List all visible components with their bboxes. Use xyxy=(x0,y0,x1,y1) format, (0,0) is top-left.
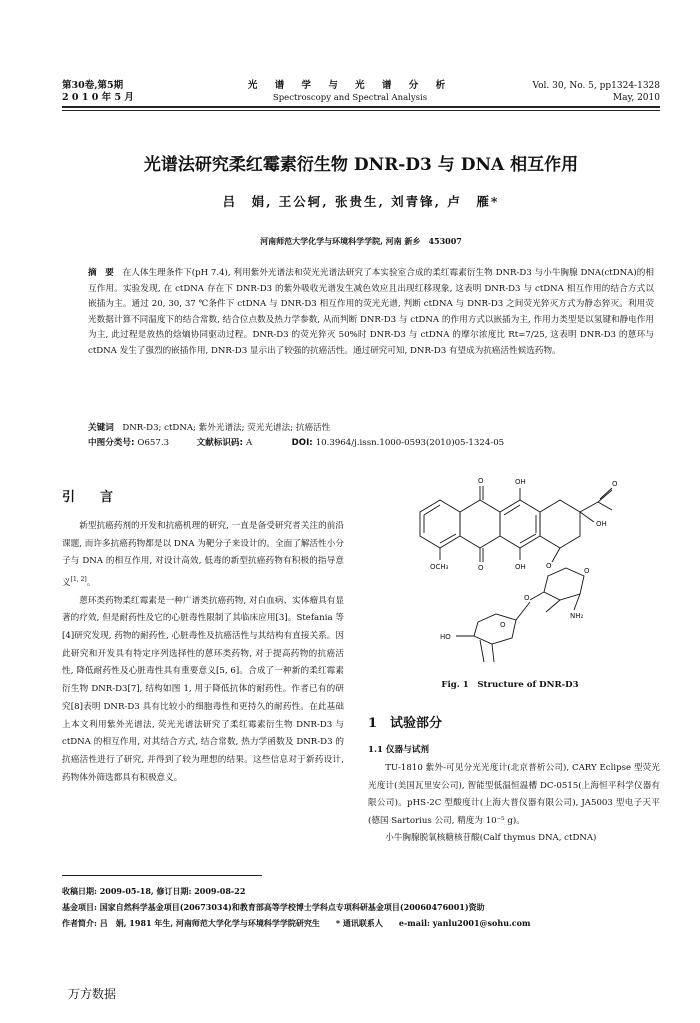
intro-paragraph-2: 蒽环类药物柔红霉素是一种广谱类抗癌药物, 对白血病、实体瘤具有显著的疗效, 但是耐药性及它的心脏毒性限制了其临床应用[3]。Stefania 等[4]研究发现, 药物的耐药性, 心脏毒性及抗癌活性与其结构有直接关系。因此研究和开发具有特定序列选择性的蒽环类药物, 对于提高药物的抗癌活性, 降低耐药性及心脏毒性具有重要意义[5, 6]。合成了一种新的柔红霉素衍生物 DNR-D3[7], 结构如图 1, 用于降低抗体的耐药性。作者已有的研究[8]表明 DNR-D3 具有比较小的细胞毒性和更持久的耐药性。在此基础上本文利用紫外光谱法, 荧光光谱法研究了柔红霉素衍生物 DNR-D3 与 ctDNA 的相互作用, 对其结合方式, 结合常数, 热力学函数及 DNR-D3 的抗癌活性进行了研究, 并得到了较为理想的结果。这些信息对于新药设计, 药物体外筛选都具有积极意义。 xyxy=(62,595,344,783)
och3-label: OCH₃ xyxy=(430,563,449,571)
oh-side: OH xyxy=(596,520,607,528)
doc-label: 文献标识码: xyxy=(196,438,246,448)
glycoside-o: O xyxy=(546,562,552,570)
doc-value: A xyxy=(245,438,253,448)
journal-volume-cn xyxy=(62,80,134,104)
intro-heading: 引 言 xyxy=(62,490,120,505)
clc-label: 中图分类号: xyxy=(88,438,138,448)
journal-name-en: Spectroscopy and Spectral Analysis xyxy=(272,93,428,103)
footnote xyxy=(62,883,662,931)
structure-figure xyxy=(360,472,660,672)
section-1-body xyxy=(368,760,660,848)
footnote-fund: 基金项目: 国家自然科学基金项目(20673034)和教育部高等学校博士学科点专项科研基金项目(20060476001)资助 xyxy=(62,902,485,912)
intro-paragraph-1: 新型抗癌药剂的开发和抗癌机理的研究, 一直是备受研究者关注的前沿课题, 而许多抗癌药物都是以 DNA 为靶分子来设计的。全面了解活性小分子与 DNA 的相互作用, 对设计高效, 低毒的新型抗癌药物有积极的指导意义[1, 2]。 xyxy=(62,521,344,588)
affiliation: 河南师范大学化学与环境科学学院, 河南 新乡 453007 xyxy=(260,236,462,246)
paper-title: 光谱法研究柔红霉素衍生物 DNR-D3 与 DNA 相互作用 xyxy=(143,155,579,175)
intro-body xyxy=(62,518,344,787)
keywords-block xyxy=(88,421,654,451)
footnote-rule xyxy=(62,875,262,876)
abstract-text: 在人体生理条件下(pH 7.4), 利用紫外光谱法和荧光光谱法研究了本实验室合成的柔红霉素衍生物 DNR-D3 与小牛胸腺 DNA(ctDNA)的相互作用。实验发现, 在 ctDNA 存在下 DNR-D3 的紫外吸收光谱发生减色效应且出现红移现象, 这表明 DNR-D3 与 ctDNA 相互作用的结合方式以嵌插为主。通过 20, 30, 37 ℃条件下 ctDNA 与 DNR-D3 相互作用的荧光光谱, 判断 ctDNA 与 DNR-D3 之间荧光猝灭方式为静态猝灭。利用荧光数据计算不同温度下的结合常数, 结合位点数及热力学参数, 从而判断 DNR-D3 与 ctDNA 的作用方式以嵌插为主, 作用力类型是以氢键和静电作用为主, 此过程是放热的焓熵协同驱动过程。DNR-D3 的荧光猝灭 50%时 DNR-D3 与 ctDNA 的摩尔浓度比 Rt=7/25, 这表明 DNR-D3 的蒽环与 ctDNA 发生了强烈的嵌插作用, DNR-D3 显示出了较强的抗癌活性。通过研究可知, DNR-D3 有望成为抗癌活性候选药物。 xyxy=(88,268,654,356)
abstract-label: 摘 要 xyxy=(88,268,123,278)
oh-bottom: OH xyxy=(515,563,526,571)
intro-p1-ref: [1, 2] xyxy=(70,576,87,584)
header-rule xyxy=(62,106,660,108)
doi-value: 10.3964/j.issn.1000-0593(2010)05-1324-05 xyxy=(315,438,505,448)
section-1-paragraph-1: TU-1810 紫外-可见分光光度计(北京普析公司), CARY Eclipse 型荧光光度计(美国瓦里安公司), 智能型低温恒温槽 DC-0515(上海恒平科学仪器有限公司)。pHS-2C 型酸度计(上海大普仪器有限公司), JA5003 型电子天平(德国 Sartorius 公司, 精度为 10⁻⁵ g)。 xyxy=(368,763,660,826)
bridge-o: O xyxy=(524,594,530,602)
figure-caption: Fig. 1 Structure of DNR-D3 xyxy=(441,680,579,690)
header-rule-thin xyxy=(62,110,660,111)
authors: 吕 娟, 王公轲, 张贵生, 刘青锋, 卢 雁* xyxy=(222,194,500,209)
oh-top: OH xyxy=(515,478,526,486)
keywords-label: 关键词 xyxy=(88,423,123,433)
journal-volume-en xyxy=(532,80,660,104)
sugar-o: O xyxy=(584,567,590,575)
date-cn: 2 0 1 0 年 5 月 xyxy=(62,92,134,103)
subsection-1-1-heading: 1.1 仪器与试剂 xyxy=(368,745,429,755)
nh2-label: NH₂ xyxy=(570,612,584,620)
intro-p1-text: 新型抗癌药剂的开发和抗癌机理的研究, 一直是备受研究者关注的前沿课题, 而许多抗癌药物都是以 DNA 为靶分子来设计的。全面了解活性小分子与 DNA 的相互作用, 对设计高效, 低毒的新型抗癌药物有积极的指导意义 xyxy=(62,521,344,588)
section-1-paragraph-2: 小牛胸腺脱氧核糖核苷酸(Calf thymus DNA, ctDNA) xyxy=(385,833,597,843)
ho-label: HO xyxy=(440,633,451,641)
abstract xyxy=(88,266,654,359)
journal-name xyxy=(230,80,470,104)
doi-label: DOI: xyxy=(291,438,316,448)
carbonyl-o-top: O xyxy=(478,477,484,485)
sugar2-o: O xyxy=(500,621,506,629)
watermark-text: 万方数据 xyxy=(68,987,117,1001)
carbonyl-o-bottom: O xyxy=(478,564,484,572)
journal-name-cn: 光 谱 学 与 光 谱 分 析 xyxy=(247,80,453,91)
keywords-text: DNR-D3; ctDNA; 紫外光谱法; 荧光光谱法; 抗癌活性 xyxy=(122,423,331,433)
clc-value: O657.3 xyxy=(137,438,170,448)
footnote-bio: 作者简介: 吕 娟, 1981 年生, 河南师范大学化学与环境科学学院研究生 * 通讯联系人 e-mail: yanlu2001@sohu.com xyxy=(62,918,531,928)
ketone-o: O xyxy=(612,480,618,488)
volume-cn: 第30卷,第5期 xyxy=(62,80,124,91)
date-en: May, 2010 xyxy=(612,93,660,103)
footnote-received: 收稿日期: 2009-05-18, 修订日期: 2009-08-22 xyxy=(62,886,246,896)
section-1-heading: 1 试验部分 xyxy=(368,716,443,731)
volume-en: Vol. 30, No. 5, pp1324-1328 xyxy=(532,81,660,91)
